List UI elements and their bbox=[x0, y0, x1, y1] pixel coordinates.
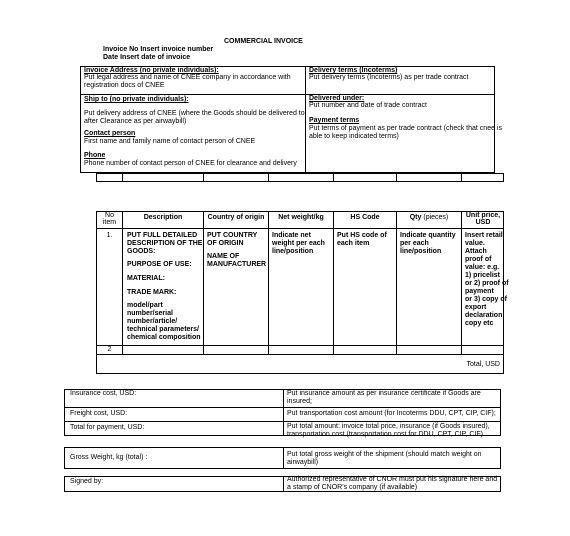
col-header-net-weight: Net weight/kg bbox=[278, 214, 324, 221]
col-header-description: Description bbox=[143, 214, 183, 221]
contact-person-label: Contact person bbox=[84, 130, 136, 137]
price-line: value: e.g. bbox=[465, 264, 500, 271]
invoice-date: Date Insert date of invoice bbox=[103, 54, 191, 61]
insurance-label: Insurance cost, USD: bbox=[70, 390, 137, 397]
price-line: 1) pricelist bbox=[465, 272, 501, 279]
strip-divider bbox=[268, 173, 269, 182]
phone-text: Phone number of contact person of CNEE for clearance and delivery bbox=[84, 160, 297, 167]
description-line: DESCRIPTION OF THE bbox=[127, 240, 203, 247]
row-number: 2 bbox=[107, 346, 112, 353]
freight-text: Put transportation cost amount (for Incoterms DDU, CPT, CIP, CIF); bbox=[287, 410, 496, 417]
col-header-no: No bbox=[105, 212, 114, 219]
description-line: MATERIAL: bbox=[127, 275, 165, 282]
description-line: TRADE MARK: bbox=[127, 289, 177, 296]
payment-terms-text: Put terms of payment as per trade contract (check that cnee is bbox=[309, 125, 502, 132]
qty-unit: (pieces) bbox=[423, 214, 449, 221]
price-line: declaration bbox=[465, 312, 503, 319]
qty-line: per each bbox=[400, 240, 429, 247]
description-line: PURPOSE OF USE: bbox=[127, 261, 192, 268]
payment-terms-label: Payment terms bbox=[309, 117, 360, 124]
total-usd-label: Total, USD bbox=[466, 361, 500, 368]
delivered-under-label: Delivered under: bbox=[309, 95, 365, 102]
strip-divider bbox=[122, 173, 123, 182]
ship-to-text: after Clearance as per airwaybill) bbox=[84, 118, 187, 125]
weight-line: Indicate net bbox=[272, 232, 311, 239]
hs-code-line: each item bbox=[337, 240, 370, 247]
price-line: Insert retail bbox=[465, 232, 503, 239]
row-divider bbox=[96, 354, 504, 355]
phone-label: Phone bbox=[84, 152, 106, 159]
strip-divider bbox=[203, 173, 204, 182]
total-payment-label: Total for payment, USD: bbox=[70, 424, 145, 431]
description-line: model/part bbox=[127, 302, 163, 309]
delivery-terms-text: Put delivery terms (Incoterms) as per trade contract bbox=[309, 74, 469, 81]
description-line: PUT FULL DETAILED bbox=[127, 232, 198, 239]
description-line: chemical composition bbox=[127, 334, 201, 341]
hs-code-line: Put HS code of bbox=[337, 232, 387, 239]
price-line: payment bbox=[465, 288, 494, 295]
column-divider bbox=[461, 211, 462, 354]
price-line: export bbox=[465, 304, 487, 311]
col-header-country: Country of origin bbox=[207, 214, 265, 221]
insurance-text: insured; bbox=[287, 398, 312, 405]
col-header-hs-code: HS Code bbox=[350, 214, 380, 221]
freight-label: Freight cost, USD: bbox=[70, 410, 128, 417]
qty-label: Qty bbox=[409, 214, 422, 221]
summary-row-divider bbox=[64, 421, 501, 422]
country-line: NAME OF bbox=[207, 253, 240, 260]
gross-weight-label: Gross Weight, kg (total) : bbox=[70, 454, 148, 461]
page-title: COMMERCIAL INVOICE bbox=[224, 38, 303, 45]
price-line: Attach bbox=[465, 248, 487, 255]
signed-by-text: Authorized representative of CNOR must put his signature here and bbox=[287, 476, 498, 483]
country-line: PUT COUNTRY bbox=[207, 232, 258, 239]
column-divider bbox=[333, 211, 334, 354]
country-line: OF ORIGIN bbox=[207, 240, 244, 247]
column-divider bbox=[203, 211, 204, 354]
total-payment-text: transportation cost (transportation cost for DDU, CPT, CIP, CIF) bbox=[287, 431, 483, 438]
signed-by-text: a stamp of CNOR's company (if available) bbox=[287, 484, 418, 491]
summary-divider bbox=[283, 389, 284, 436]
insurance-text: Put insurance amount as per insurance certificate if Goods are bbox=[287, 390, 481, 397]
description-line: number/serial bbox=[127, 310, 173, 317]
invoice-address-text: registration docs of CNEE bbox=[84, 82, 165, 89]
contact-person-text: First name and family name of contact person of CNEE bbox=[84, 138, 256, 145]
col-header-unit-price: USD bbox=[475, 219, 491, 226]
signature-divider bbox=[283, 476, 284, 492]
description-line: GOODS: bbox=[127, 248, 156, 255]
price-line: copy etc bbox=[465, 320, 494, 327]
col-header-qty bbox=[397, 214, 461, 222]
invoice-address-text: Put legal address and name of CNEE company in accordance with bbox=[84, 74, 291, 81]
gross-weight-divider bbox=[283, 447, 284, 469]
address-divider bbox=[305, 66, 306, 173]
strip-divider bbox=[396, 173, 397, 182]
invoice-address-label: Invoice Address (no private individuals): bbox=[84, 67, 219, 74]
col-header-unit-price: Unit price, bbox=[465, 212, 501, 219]
qty-line: Indicate quantity bbox=[400, 232, 456, 239]
gross-weight-text: airwaybill) bbox=[287, 459, 319, 466]
invoice-number: Invoice No Insert invoice number bbox=[103, 46, 214, 53]
column-divider bbox=[396, 211, 397, 354]
qty-line: line/position bbox=[400, 248, 442, 255]
description-line: number/article/ bbox=[127, 318, 178, 325]
ship-to-text: Put delivery address of CNEE (where the Goods should be delivered to bbox=[84, 110, 305, 117]
price-line: value. bbox=[465, 240, 485, 247]
ship-to-label: Ship to (no private individuals): bbox=[84, 96, 189, 103]
weight-line: line/position bbox=[272, 248, 314, 255]
strip-divider bbox=[461, 173, 462, 182]
payment-terms-text: able to keep indicated terms) bbox=[309, 133, 399, 140]
column-divider bbox=[122, 211, 123, 354]
strip-divider bbox=[333, 173, 334, 182]
total-payment-text: Put total amount: invoice total price, insurance (if Goods insured), bbox=[287, 423, 490, 430]
gross-weight-text: Put total gross weight of the shipment (should match weight on bbox=[287, 451, 482, 458]
col-header-no: item bbox=[102, 219, 117, 226]
price-line: or 3) copy of bbox=[465, 296, 508, 303]
weight-line: weight per each bbox=[272, 240, 325, 247]
country-line: MANUFACTURER bbox=[207, 261, 267, 268]
row-number: 1. bbox=[106, 232, 113, 239]
delivered-under-text: Put number and date of trade contract bbox=[309, 102, 427, 109]
price-line: proof of bbox=[465, 256, 492, 263]
separator-strip bbox=[96, 173, 504, 182]
signed-by-label: Signed by: bbox=[70, 478, 104, 485]
price-line: or 2) proof of bbox=[465, 280, 509, 287]
row-divider bbox=[96, 345, 504, 346]
description-line: technical parameters/ bbox=[127, 326, 199, 333]
delivery-terms-label: Delivery terms (Incoterms) bbox=[309, 67, 398, 74]
summary-row-divider bbox=[64, 407, 501, 408]
column-divider bbox=[268, 211, 269, 354]
header-divider bbox=[96, 228, 504, 229]
address-row-divider bbox=[80, 94, 495, 95]
